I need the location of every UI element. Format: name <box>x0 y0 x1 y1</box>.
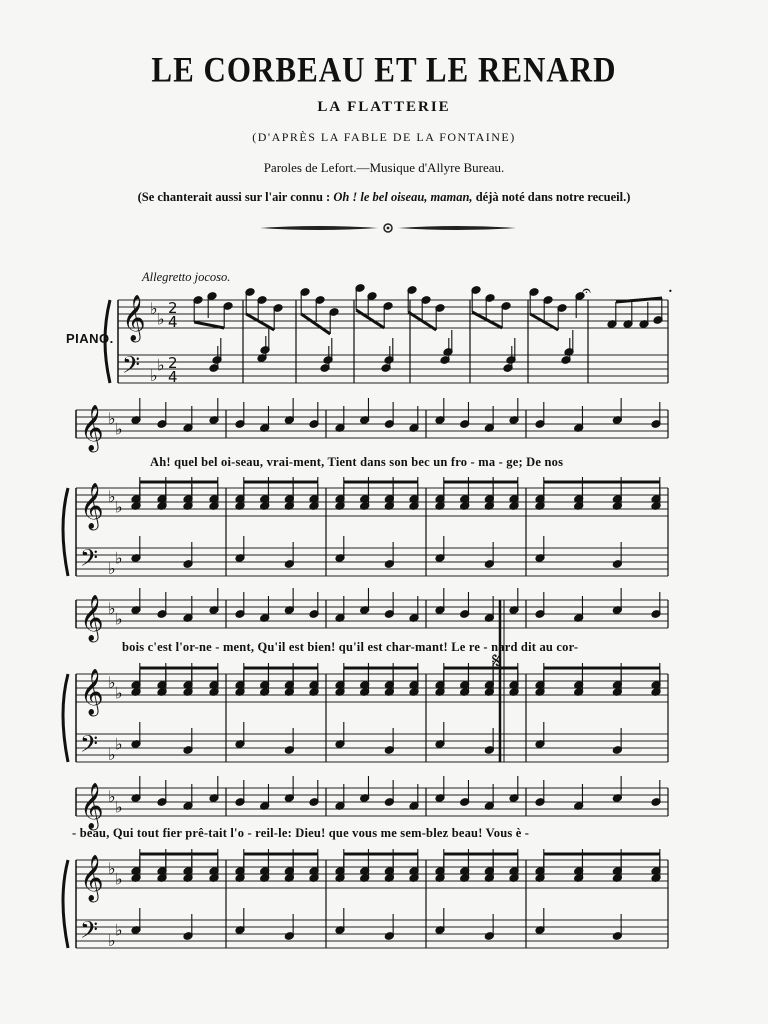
time-signature: 2 <box>168 354 178 372</box>
bass-clef-icon: 𝄢 <box>80 916 99 949</box>
time-signature: 4 <box>168 368 178 386</box>
bass-clef-icon: 𝄢 <box>122 351 141 384</box>
flat-sign: ♭ <box>108 559 116 578</box>
flat-sign: ♭ <box>150 366 158 385</box>
brace <box>63 860 68 948</box>
flat-sign: ♭ <box>157 309 165 329</box>
flat-sign: ♭ <box>108 787 116 806</box>
flat-sign: ♭ <box>115 920 123 940</box>
fermata-icon: 𝄐 <box>582 281 591 300</box>
credits: Paroles de Lefort.—Musique d'Allyre Bureau. <box>263 160 505 175</box>
flat-sign: ♭ <box>115 419 123 439</box>
flat-sign: ♭ <box>108 409 116 428</box>
brace <box>105 300 110 383</box>
note-suffix: déjà noté dans notre recueil.) <box>472 190 631 204</box>
treble-clef-icon: 𝄞 <box>80 595 104 641</box>
flat-sign: ♭ <box>108 673 116 692</box>
brace <box>63 674 68 762</box>
flat-sign: ♭ <box>108 745 116 764</box>
lyrics-line-1: Ah! quel bel oi-seau, vrai-ment, Tient dans son bec un fro - ma - ge; De nos <box>150 455 564 469</box>
flat-sign: ♭ <box>150 299 158 318</box>
page-title: LE CORBEAU ET LE RENARD <box>151 49 617 90</box>
flat-sign: ♭ <box>115 609 123 629</box>
treble-clef-icon: 𝄞 <box>80 483 104 529</box>
flat-sign: ♭ <box>108 487 116 506</box>
flat-sign: ♭ <box>115 734 123 754</box>
beam <box>194 322 224 328</box>
source-note: (D'APRÈS LA FABLE DE LA FONTAINE) <box>252 130 516 144</box>
lyrics-line-3: - beau, Qui tout fier prê-tait l'o - reil-le: Dieu! que vous me sem-blez beau! Vous è - <box>72 826 530 840</box>
bass-clef-icon: 𝄢 <box>80 730 99 763</box>
note-air-title: Oh ! le bel oiseau, maman, <box>333 190 473 204</box>
tempo-marking: Allegretto jocoso. <box>142 270 231 284</box>
flat-sign: ♭ <box>108 931 116 950</box>
time-signature: 2 <box>168 299 178 317</box>
brace <box>63 488 68 576</box>
bass-clef-icon: 𝄢 <box>80 544 99 577</box>
treble-clef-icon: 𝄞 <box>122 295 146 341</box>
treble-clef-icon: 𝄞 <box>80 855 104 901</box>
beam <box>616 298 662 302</box>
treble-clef-icon: 𝄞 <box>80 669 104 715</box>
beam <box>356 310 384 328</box>
instrument-label: PIANO. <box>66 331 114 346</box>
flat-sign: ♭ <box>157 355 165 375</box>
treble-clef-icon: 𝄞 <box>80 405 104 451</box>
flat-sign: ♭ <box>115 548 123 568</box>
segno-icon: 𝄋 <box>492 649 502 674</box>
page-subtitle: LA FLATTERIE <box>317 99 451 115</box>
flat-sign: ♭ <box>115 869 123 889</box>
flat-sign: ♭ <box>115 497 123 517</box>
note-prefix: (Se chanterait aussi sur l'air connu : <box>137 190 334 204</box>
time-signature: 4 <box>168 313 178 331</box>
treble-clef-icon: 𝄞 <box>80 783 104 829</box>
staccato-dot: • <box>668 287 673 296</box>
lyrics-line-2: bois c'est l'or-ne - ment, Qu'il est bien! qu'il est char-mant! Le re - nard dit au cor- <box>122 640 579 654</box>
flat-sign: ♭ <box>115 683 123 703</box>
flat-sign: ♭ <box>115 797 123 817</box>
flat-sign: ♭ <box>108 599 116 618</box>
flat-sign: ♭ <box>108 859 116 878</box>
